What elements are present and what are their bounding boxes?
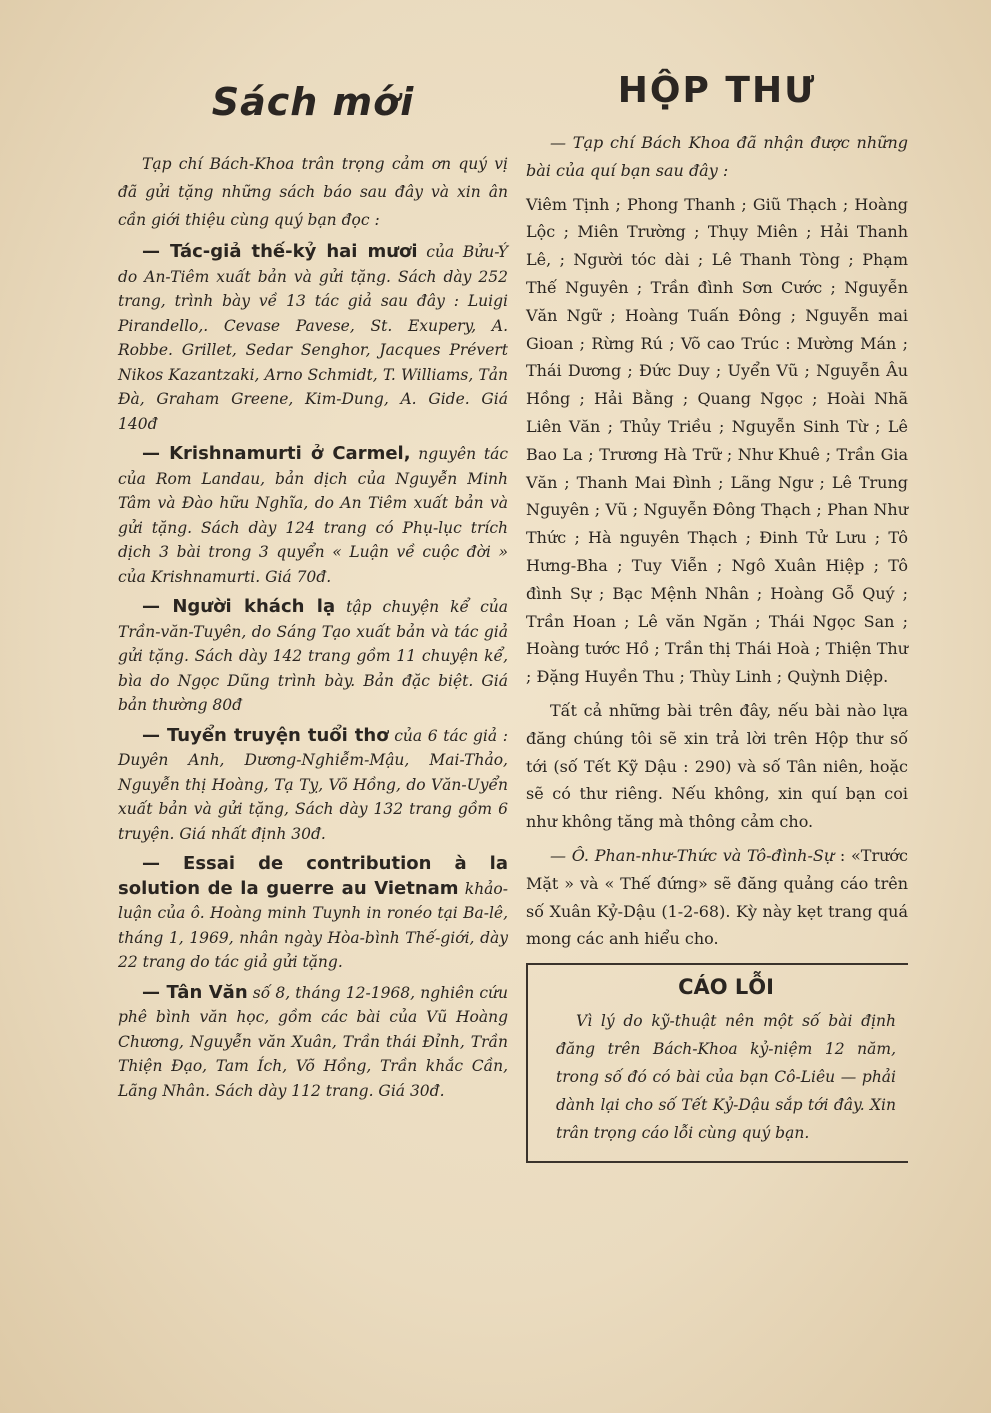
book-entry-text: tập chuyện kể của Trần-văn-Tuyên, do Sáng Tạo xuất bản và tác giả gửi tặng. Sách dày 142 trang gồm 11 chuyện kể, bìa do Ngọc Dũng trình bày. Bản đặc biệt. Giá bản thường 80đ (118, 598, 508, 714)
book-entry (118, 724, 508, 847)
advert-notice (526, 842, 908, 953)
book-entry-text: của 6 tác giả : Duyên Anh, Dương-Nghiễm-Mậu, Mai-Thảo, Nguyễn thị Hoàng, Tạ Tỵ, Võ Hồng, do Văn-Uyển xuất bản và gửi tặng, Sách dày 132 trang gồm 6 truyện. Giá nhất định 30đ. (118, 726, 508, 843)
mailbox-note: Tất cả những bài trên đây, nếu bài nào lựa đăng chúng tôi sẽ xin trả lời trên Hộp thư số tới (số Tết Kỹ Dậu : 290) và số Tân niên, hoặc sẽ có thư riêng. Nếu không, xin quí bạn coi như không tăng mà thông cảm cho. (526, 700, 908, 832)
book-entry-text: khảo-luận của ô. Hoàng minh Tuynh in ronéo tại Ba-lê, tháng 1, 1969, nhân ngày Hòa-bình Thế-giới, dày 22 trang do tác giả gửi tặng. (118, 879, 508, 971)
book-entry-title: — Người khách lạ (142, 596, 336, 617)
apology-box (526, 965, 908, 1163)
mailbox-column (526, 70, 908, 1163)
book-entry-title: — Tân Văn (142, 981, 248, 1003)
mailbox-intro: — Tạp chí Bách Khoa đã nhận được những bài của quí bạn sau đây : (526, 133, 908, 180)
book-entry-text: nguyên tác của Rom Landau, bản dịch của Nguyễn Minh Tâm và Đào hữu Nghĩa, do An Tiêm xuất bản và gửi tặng. Sách dày 124 trang có Phụ-lục trích dịch 3 bài trong 3 quyển « Luận về cuộc đời » của Krishnamurti. Giá 70đ. (118, 445, 508, 586)
advert-notice-text: : «Trước Mặt » và « Thế đứng» sẽ đăng quảng cáo trên số Xuân Kỷ-Dậu (1-2-68). Kỳ này kẹt trang quá mong các anh hiểu cho. (526, 845, 908, 949)
book-entry (118, 595, 508, 718)
contributor-names: Viêm Tịnh ; Phong Thanh ; Giũ Thạch ; Hoàng Lộc ; Miên Trường ; Thụy Miên ; Hải Thanh Lê, ; Người tóc dài ; Lê Thanh Tòng ; Phạm Thế Nguyên ; Trần đình Sơn Cước ; Nguyễn Văn Ngữ ; Hoàng Tuấn Đông ; Nguyễn mai Gioan ; Rừng Rú ; Võ cao Trúc : Mường Mán ; Thái Dương ; Đức Duy ; Uyển Vũ ; Nguyễn Âu Hồng ; Hải Bằng ; Quang Ngọc ; Hoài Nhã Liên Văn ; Thủy Triều ; Nguyễn Sinh Từ ; Lê Bao La ; Trương Hà Trữ ; Như Khuê ; Trần Gia Văn ; Thanh Mai Đình ; Lãng Ngư ; Lê Trung Nguyên ; Vũ ; Nguyễn Đông Thạch ; Phan Như Thức ; Hà nguyên Thạch ; Đinh Tử Lưu ; Tô Hưng-Bha ; Tuy Viễn ; Ngô Xuân Hiệp ; Tô đình Sự ; Bạc Mệnh Nhân ; Hoàng Gỗ Quý ; Trần Hoan ; Lê văn Ngăn ; Thái Ngọc San ; Hoàng tước Hồ ; Trần thị Thái Hoà ; Thiện Thư ; Đặng Huyền Thu ; Thùy Linh ; Quỳnh Diệp. (526, 194, 908, 687)
book-entry-title: — Essai de contribution à la solution de la guerre au Vietnam (118, 853, 508, 899)
book-entry-title: — Tuyển truyện tuổi thơ (142, 724, 389, 746)
book-entry-text: của Bửu-Ý do An-Tiêm xuất bản và gửi tặng. Sách dày 252 trang, trình bày về 13 tác giả sau đây : Luigi Pirandello,. Cevase Pavese, St. Exupery, A. Robbe. Grillet, Sedar Senghor, Jacques Prévert Nikos Kazantzaki, Arno Schmidt, T. Williams, Tản Đà, Graham Greene, Kim-Dung, A. Gide. Giá 140đ (118, 243, 508, 433)
book-entry (118, 981, 508, 1104)
apology-title: CÁO LỖI (678, 975, 774, 1000)
book-entry (118, 240, 508, 436)
new-books-column (118, 70, 508, 1109)
book-entry (118, 442, 508, 589)
book-entry-title: — Krishnamurti ở Carmel, (142, 443, 411, 464)
book-entry (118, 852, 508, 975)
apology-text: Vì lý do kỹ-thuật nên một số bài định đăng trên Bách-Khoa kỷ-niệm 12 năm, trong số đó có bài của bạn Cô-Liêu — phải dành lại cho số Tết Kỷ-Dậu sắp tới đây. Xin trân trọng cáo lỗi cùng quý bạn. (556, 1012, 896, 1143)
advert-notice-recipients: — Ô. Phan-như-Thức và Tô-đình-Sự (550, 845, 835, 865)
mailbox-title: HỘP THƯ (617, 70, 817, 111)
book-entry-text: số 8, tháng 12-1968, nghiên cứu phê bình văn học, gồm các bài của Vũ Hoàng Chương, Nguyễn văn Xuân, Trần thái Đỉnh, Trần Thiện Đạo, Tam Ích, Võ Hồng, Trần khắc Cần, Lãng Nhân. Sách dày 112 trang. Giá 30đ. (118, 983, 508, 1100)
book-entry-title: — Tác-giả thế-kỷ hai mươi (142, 241, 418, 262)
new-books-intro: Tạp chí Bách-Khoa trân trọng cảm ơn quý vị đã gửi tặng những sách báo sau đây và xin ân cần giới thiệu cùng quý bạn đọc : (118, 155, 508, 229)
new-books-title: Sách mới (211, 80, 415, 124)
